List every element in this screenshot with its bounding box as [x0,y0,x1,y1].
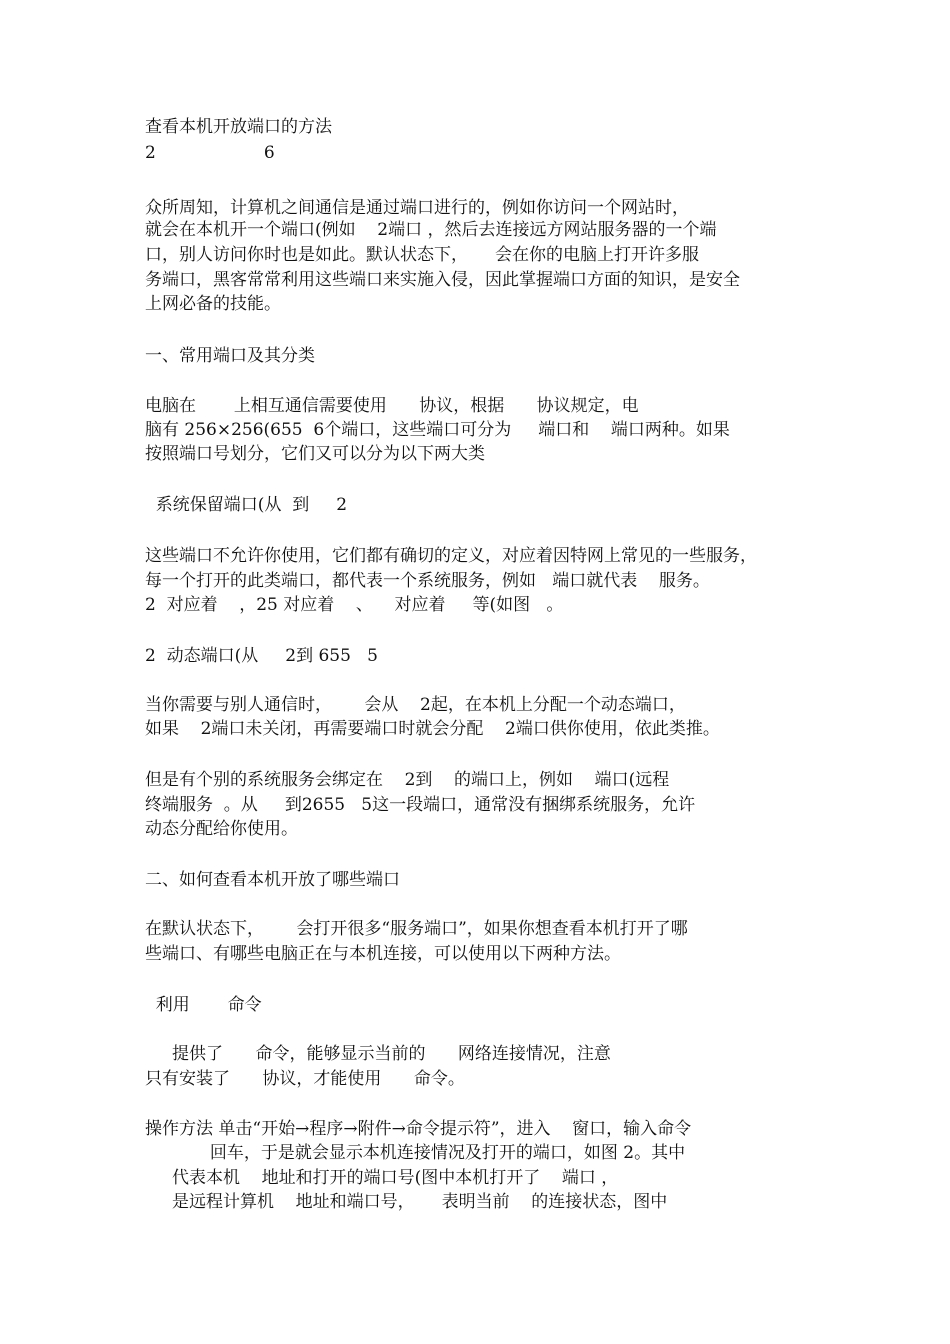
text-line: 是远程计算机 地址和端口号， 表明当前 的连接状态，图中 [145,1192,668,1212]
text-line: 终端服务 。从 到2655 5这一段端口，通常没有捆绑系统服务，允许 [145,795,696,815]
text-line: 每一个打开的此类端口，都代表一个系统服务，例如 端口就代表 服务。 [145,571,710,591]
text-line: 回车，于是就会显示本机连接情况及打开的端口，如图 2。其中 [145,1143,686,1163]
text-line: 电脑在 上相互通信需要使用 协议，根据 协议规定，电 [145,396,639,416]
text-line: 脑有 256×256(655 6个端口，这些端口可分为 端口和 端口两种。如果 [145,420,730,440]
text-line: 按照端口号划分，它们又可以分为以下两大类 [145,444,485,464]
text-line: 如果 2端口未关闭，再需要端口时就会分配 2端口供你使用，依此类推。 [145,719,720,739]
text-line: 只有安装了 协议，才能使用 命令。 [145,1069,465,1089]
text-line: 当你需要与别人通信时， 会从 2起，在本机上分配一个动态端口， [145,695,686,715]
text-line: 口，别人访问你时也是如此。默认状态下， 会在你的电脑上打开许多服 [145,245,700,265]
subheading: 2 动态端口(从 2到 655 5 [145,646,378,666]
text-line: 这些端口不允许你使用，它们都有确切的定义，对应着因特网上常见的一些服务， [145,546,757,566]
section-heading: 一、常用端口及其分类 [145,346,315,366]
text-line: 上网必备的技能。 [145,294,281,314]
text-line: 代表本机 地址和打开的端口号(图中本机打开了 端口 ， [145,1168,619,1188]
doc-title: 查看本机开放端口的方法 [145,117,332,137]
text-line: 动态分配给你使用。 [145,819,298,839]
text-line: 但是有个别的系统服务会绑定在 2到 的端口上，例如 端口(远程 [145,770,670,790]
text-line: 就会在本机开一个端口(例如 2端口 ，然后去连接远方网站服务器的一个端 [145,220,717,240]
text-line: 2 对应着 ，25 对应着 、 对应着 等(如图 。 [145,595,564,615]
text-line: 在默认状态下， 会打开很多“服务端口”，如果你想查看本机打开了哪 [145,919,688,939]
section-heading: 二、如何查看本机开放了哪些端口 [145,870,400,890]
text-line: 务端口，黑客常常利用这些端口来实施入侵，因此掌握端口方面的知识，是安全 [145,270,740,290]
text-line: 提供了 命令，能够显示当前的 网络连接情况，注意 [145,1044,611,1064]
subheading: 系统保留端口(从 到 2 [145,495,348,515]
subheading: 利用 命令 [145,995,262,1015]
text-line: 2 6 [145,143,275,163]
text-line: 些端口、有哪些电脑正在与本机连接，可以使用以下两种方法。 [145,944,621,964]
text-line: 操作方法 单击“开始→程序→附件→命令提示符”，进入 窗口，输入命令 [145,1119,692,1139]
text-line: 众所周知，计算机之间通信是通过端口进行的，例如你访问一个网站时， [145,198,689,218]
